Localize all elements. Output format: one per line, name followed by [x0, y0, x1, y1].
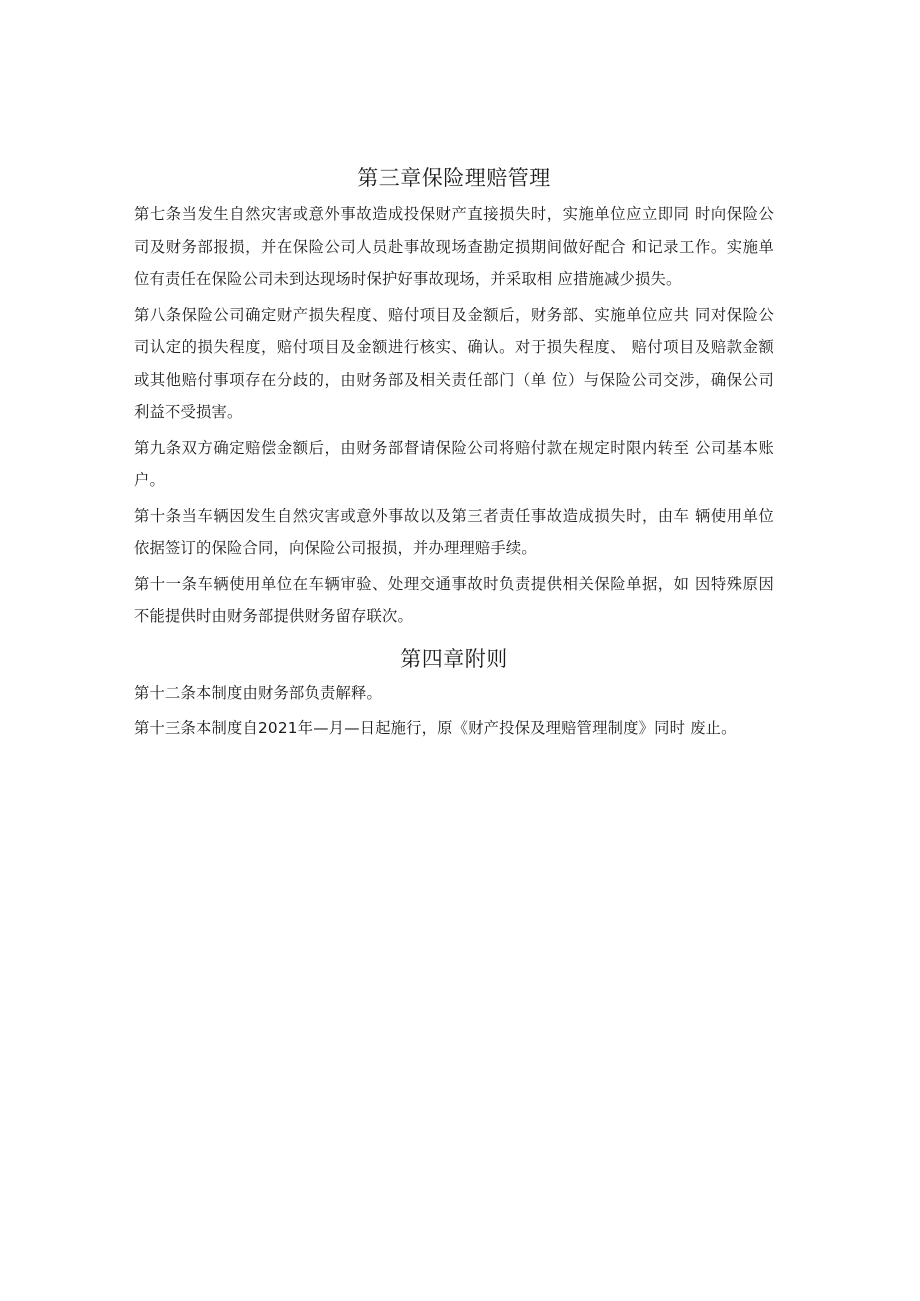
chapter-title-3: 第三章保险理赔管理: [357, 166, 551, 190]
article-12: 第十二条本制度由财务部负责解释。: [134, 683, 382, 702]
article-13: 第十三条本制度自2021年—月—日起施行，原《财产投保及理赔管理制度》同时 废止。: [134, 719, 737, 737]
article-9: 第九条双方确定赔偿金额后，由财务部督请保险公司将赔付款在规定时限内转至 公司基本账户。: [134, 438, 774, 489]
chapter-title-4: 第四章附则: [400, 646, 508, 671]
article-7: 第七条当发生自然灾害或意外事故造成投保财产直接损失时，实施单位应立即同 时向保险公司及财务部报损，并在保险公司人员赴事故现场查勘定损期间做好配合 和记录工作。实施单位有责任在保险公司未到达现场时保护好事故现场，并采取相 应措施减少损失。: [134, 205, 774, 288]
article-11: 第十一条车辆使用单位在车辆审验、处理交通事故时负责提供相关保险单据，如 因特殊原因不能提供时由财务部提供财务留存联次。: [134, 574, 774, 625]
article-8: 第八条保险公司确定财产损失程度、赔付项目及金额后，财务部、实施单位应共 同对保险公司认定的损失程度，赔付项目及金额进行核实、确认。对于损失程度、 赔付项目及赔款金额或其他赔付事项存在分歧的，由财务部及相关责任部门（单 位）与保险公司交涉，确保公司利益不受损害。: [134, 305, 774, 421]
document-body: [134, 162, 774, 748]
article-10: 第十条当车辆因发生自然灾害或意外事故以及第三者责任事故造成损失时，由车 辆使用单位依据签订的保险合同，向保险公司报损，并办理理赔手续。: [134, 506, 774, 557]
